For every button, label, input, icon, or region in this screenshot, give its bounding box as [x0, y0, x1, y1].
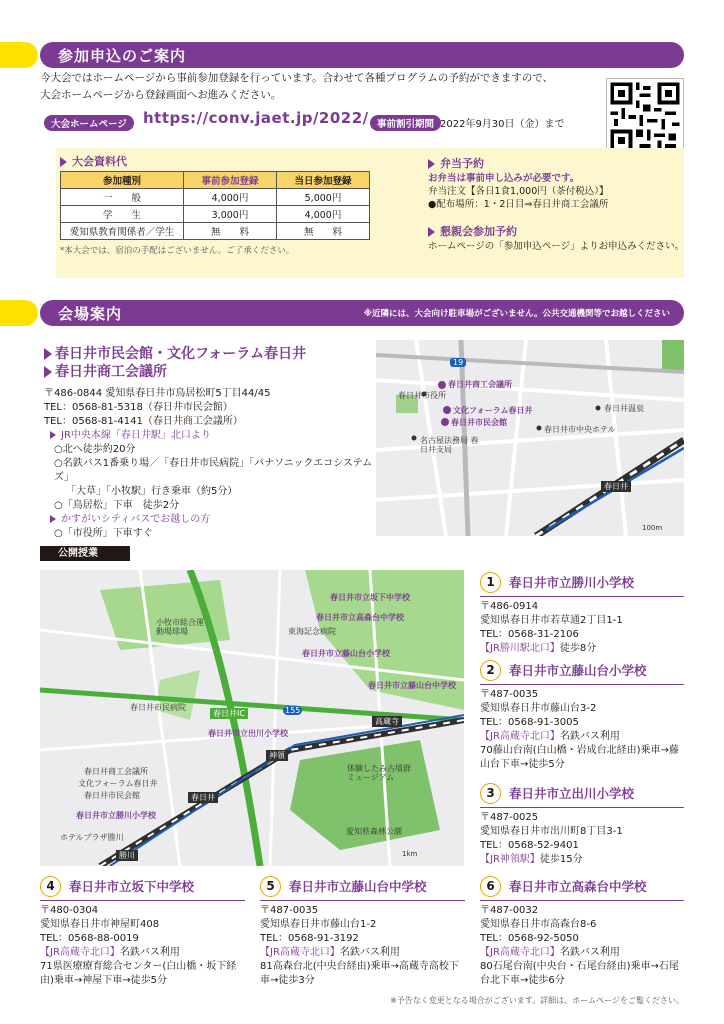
school-phone: TEL：0568-31-2106: [480, 629, 579, 640]
fee-note: *本大会では、宿泊の手配はございません。ご了承ください。: [60, 246, 295, 256]
map-label: 春日井IC: [210, 708, 248, 719]
phone: TEL：0568-81-5318（春日井市民会館）: [44, 402, 233, 413]
scale-bar: 100m: [642, 524, 663, 532]
map-label: 文化フォーラム春日井: [453, 406, 533, 415]
school-name: 6 春日井市立高森台中学校: [480, 876, 684, 901]
map-label: 春日井市役所: [398, 391, 446, 400]
school-address: 愛知県春日井市藤山台1-2: [260, 919, 377, 930]
map-label: 春日井市民病院: [130, 703, 186, 712]
table-cell: 無 料: [184, 223, 277, 240]
map-school-label: 春日井市立藤山台中学校: [368, 681, 456, 690]
map-label: 体験したみ古墳群ミュージアム: [347, 764, 411, 782]
station-label: 春日井: [601, 481, 631, 492]
bento-order: 弁当注文【各日1食1,000円（茶付税込）】: [428, 186, 609, 197]
triangle-bullet-icon: [60, 157, 67, 167]
map-school-label: 春日井市立坂下中学校: [330, 593, 410, 602]
table-header-row: [61, 172, 370, 189]
station-label: 勝川: [116, 850, 138, 861]
venue-name: 春日井商工会議所: [44, 361, 167, 381]
map-label: 小牧市総合運動場球場: [156, 618, 204, 636]
school-name: 1 春日井市立勝川小学校: [480, 572, 684, 597]
school-name: 5 春日井市立藤山台中学校: [260, 876, 465, 901]
table-cell: 5,000円: [277, 189, 370, 206]
fee-table: [60, 171, 370, 240]
section-header-registration: [40, 42, 684, 68]
school-postal: 〒486-0914: [480, 601, 539, 612]
school-postal: 〒487-0035: [260, 905, 319, 916]
triangle-bullet-icon: [50, 515, 56, 523]
school-access: 【JR高蔵寺北口】名鉄バス利用: [480, 731, 620, 742]
school-name: 3 春日井市立出川小学校: [480, 783, 684, 808]
table-row: [61, 223, 370, 240]
triangle-bullet-icon: [428, 159, 435, 169]
school-address: 愛知県春日井市若草通2丁目1-1: [480, 615, 623, 626]
access-line: ○「鳥居松」下車 徒歩2分: [54, 500, 180, 511]
school-number: 1: [480, 572, 501, 593]
school-access: 【JR高蔵寺北口】名鉄バス利用: [40, 947, 180, 958]
triangle-bullet-icon: [428, 227, 435, 237]
deadline-date: 2022年9月30日（金）まで: [440, 119, 565, 130]
school-number: 3: [480, 783, 501, 804]
map-label: 春日井市中央ホテル: [544, 425, 616, 434]
school-bus-route: 71県医療療育総合センター(白山橋・坂下経由)乗車→神屋下車→徒歩5分: [40, 961, 237, 986]
school-entry: [480, 783, 684, 867]
bento-note: お弁当は事前申し込みが必要です。: [428, 173, 580, 184]
map-label: 春日井市民会館: [84, 791, 140, 800]
venue-name: 春日井市民会館・文化フォーラム春日井: [44, 343, 306, 363]
table-cell: 無 料: [277, 223, 370, 240]
school-postal: 〒487-0035: [480, 689, 539, 700]
parking-notice: ※近隣には、大会向け駐車場がございません。公共交通機関等でお越しください: [363, 309, 670, 319]
table-header: 参加種別: [61, 172, 184, 189]
school-postal: 〒487-0025: [480, 812, 539, 823]
table-row: [61, 206, 370, 223]
website-link[interactable]: https://conv.jaet.jp/2022/: [143, 109, 369, 127]
station-label: 春日井: [188, 792, 218, 803]
table-cell: 学 生: [61, 206, 184, 223]
access-line: ○北へ徒歩約20分: [54, 444, 136, 455]
section-title: 参加申込のご案内: [58, 47, 187, 65]
schools-map[interactable]: [40, 570, 464, 866]
deadline-label: 事前割引期間: [370, 115, 441, 131]
party-text: ホームページの「参加申込ページ」よりお申込みください。: [428, 241, 685, 252]
table-cell: 4,000円: [277, 206, 370, 223]
table-cell: 愛知県教育関係者／学生: [61, 223, 184, 240]
map-label: 名古屋法務局 春日井支局: [420, 436, 479, 454]
table-cell: 4,000円: [184, 189, 277, 206]
school-entry: [40, 876, 245, 988]
school-access: 【JR高蔵寺北口】名鉄バス利用: [260, 947, 400, 958]
map-school-label: 春日井市立高森台中学校: [316, 613, 404, 622]
school-number: 2: [480, 660, 501, 681]
map-school-label: 春日井市立藤山台小学校: [302, 649, 390, 658]
school-entry: [480, 660, 684, 772]
school-phone: TEL：0568-88-0019: [40, 933, 139, 944]
bento-section: [428, 157, 684, 253]
section-title: 会場案内: [58, 305, 123, 323]
table-cell: 3,000円: [184, 206, 277, 223]
school-postal: 〒487-0032: [480, 905, 539, 916]
table-header: 当日参加登録: [277, 172, 370, 189]
map-school-label: 春日井市立勝川小学校: [76, 811, 156, 820]
access-heading: JR中央本線「春日井駅」北口より: [44, 429, 374, 443]
access-line: ○「市役所」下車すぐ: [54, 528, 153, 539]
triangle-bullet-icon: [50, 431, 56, 439]
bento-heading: 弁当予約: [428, 157, 684, 170]
school-entry: [480, 876, 684, 988]
school-number: 6: [480, 876, 501, 897]
school-name: 4 春日井市立坂下中学校: [40, 876, 245, 901]
open-class-label: 公開授業: [40, 546, 130, 561]
school-entry: [480, 572, 684, 656]
school-phone: TEL：0568-91-3005: [480, 717, 579, 728]
school-bus-route: 81高森台北(中央台経由)乗車→高蔵寺高校下車→徒歩3分: [260, 961, 459, 986]
table-header: 事前参加登録: [184, 172, 277, 189]
map-label: 愛知県森林公園: [346, 827, 402, 836]
intro-text: [40, 70, 600, 104]
school-address: 愛知県春日井市出川町8丁目3-1: [480, 826, 623, 837]
footnote: ※予告なく変更となる場合がございます。詳細は、ホームページをご覧ください。: [390, 996, 684, 1005]
school-name: 2 春日井市立藤山台小学校: [480, 660, 684, 685]
map-label: 春日井商工会議所: [448, 380, 512, 389]
scale-bar: 1km: [402, 850, 418, 858]
map-label: 春日井温泉: [604, 404, 644, 413]
school-number: 5: [260, 876, 281, 897]
triangle-bullet-icon: [44, 348, 52, 360]
school-address: 愛知県春日井市神屋町408: [40, 919, 160, 930]
map-label: 東海記念病院: [288, 627, 336, 636]
map-label: ホテルプラザ勝川: [60, 833, 124, 842]
school-phone: TEL：0568-91-3192: [260, 933, 359, 944]
map-school-label: 春日井市立出川小学校: [208, 729, 288, 738]
postal-address: 〒486-0844 愛知県春日井市鳥居松町5丁目44/45: [44, 388, 271, 399]
school-phone: TEL：0568-92-5050: [480, 933, 579, 944]
access-heading: かすがいシティバスでお越しの方: [44, 513, 374, 527]
fees-heading: 大会資料代: [60, 153, 127, 169]
venue-map[interactable]: [376, 340, 684, 536]
route-badge: 155: [285, 706, 301, 715]
map-label: 春日井市民会館: [451, 418, 507, 427]
school-bus-route: 70藤山台南(白山橋・岩成台北経由)乗車→藤山台下車→徒歩5分: [480, 745, 679, 770]
access-line: ○名鉄バス1番乗り場／「春日井市民病院」「パナソニックエコシステムズ」: [54, 458, 373, 483]
school-access: 【JR神領駅】徒歩15分: [480, 854, 583, 865]
table-cell: 一 般: [61, 189, 184, 206]
station-label: 神領: [266, 750, 288, 761]
school-bus-route: 80石尾台南(中央台・石尾台経由)乗車→石尾台北下車→徒歩6分: [480, 961, 679, 986]
section-header-venue: [40, 300, 684, 326]
intro-line: 今大会ではホームページから事前参加登録を行っています。合わせて各種プログラムの予約ができますので、: [40, 72, 554, 84]
party-heading: 懇親会参加予約: [428, 225, 684, 238]
section-tab-decoration: [0, 300, 38, 326]
triangle-bullet-icon: [44, 366, 52, 378]
venue-address: [44, 387, 374, 541]
bento-place: ●配布場所：1・2日目⇒春日井商工会議所: [428, 199, 609, 210]
phone: TEL：0568-81-4141（春日井商工会議所）: [44, 416, 243, 427]
route-badge: 19: [450, 358, 466, 367]
school-access: 【JR勝川駅北口】徒歩8分: [480, 643, 597, 654]
school-entry: [260, 876, 465, 988]
school-number: 4: [40, 876, 61, 897]
school-access: 【JR高蔵寺北口】名鉄バス利用: [480, 947, 620, 958]
school-postal: 〒480-0304: [40, 905, 99, 916]
map-label: 文化フォーラム春日井: [78, 779, 158, 788]
table-row: [61, 189, 370, 206]
section-tab-decoration: [0, 42, 38, 68]
map-label: 春日井商工会議所: [84, 767, 148, 776]
intro-line: 大会ホームページから登録画面へお進みください。: [40, 89, 282, 101]
qr-code[interactable]: [606, 78, 684, 156]
station-label: 高蔵寺: [372, 716, 402, 727]
school-address: 愛知県春日井市藤山台3-2: [480, 703, 597, 714]
school-phone: TEL：0568-52-9401: [480, 840, 579, 851]
access-line: 「大草」「小牧駅」行き乗車（約5分）: [66, 486, 238, 497]
school-address: 愛知県春日井市高森台8-6: [480, 919, 597, 930]
website-label: 大会ホームページ: [44, 115, 134, 131]
